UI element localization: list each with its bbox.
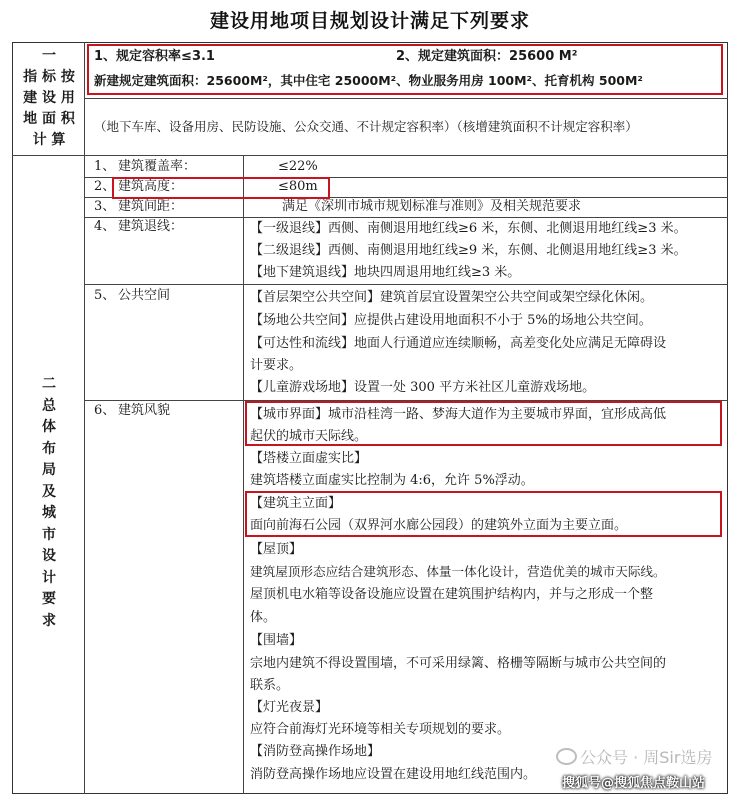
item-name: 建筑覆盖率： (118, 159, 197, 174)
appearance-line: 【塔楼立面虚实比】 (250, 451, 368, 466)
section2-label (14, 374, 84, 632)
appearance-line: 【围墙】 (250, 633, 303, 648)
appearance-line: 应符合前海灯光环境等相关专项规划的要求。 (250, 722, 511, 737)
section2-label-line: 总 (42, 397, 56, 414)
public-space-line: 【首层架空公共空间】建筑首层宜设置架空公共空间或架空绿化休闲。 (250, 290, 654, 305)
appearance-line: 【屋顶】 (250, 542, 303, 557)
wechat-watermark-text: 公众号 · 周Sir选房 (580, 748, 713, 767)
section-divider (12, 155, 728, 156)
item-number: 2、 (94, 179, 116, 194)
appearance-line: 【消防登高操作场地】 (250, 744, 381, 759)
appearance-line: 【建筑主立面】 (250, 496, 342, 511)
gfa-requirement: 2、规定建筑面积：25600 M² (396, 49, 578, 64)
item-number: 6、 (94, 403, 116, 418)
section2-label-line: 要 (42, 591, 56, 607)
height-highlight-box (112, 177, 330, 199)
appearance-line: 建筑屋顶形态应结合建筑形态、体量一体化设计，营造优美的城市天际线。 (250, 564, 666, 579)
item-number: 1、 (94, 159, 116, 174)
section2-label-line: 二 (42, 376, 56, 392)
city-interface-highlight-box (245, 401, 722, 446)
item-name: 建筑退线： (118, 219, 184, 234)
item-name-divider (243, 155, 244, 794)
appearance-line: 消防登高操作场地应设置在建设用地红线范围内。 (250, 767, 537, 782)
section2-label-line: 市 (42, 526, 56, 543)
appearance-line: 建筑塔楼立面虚实比控制为 4:6，允许 5%浮动。 (250, 473, 534, 488)
item-name: 公共空间 (118, 288, 171, 303)
setback-line: 【地下建筑退线】地块四周退用地红线≥3 米。 (250, 265, 521, 280)
section2-label-line: 求 (42, 612, 56, 629)
wechat-icon (556, 748, 577, 765)
section1-label-line: 一 (42, 48, 56, 64)
gfa-exclusion-note: （地下车库、设备用房、民防设施、公众交通、不计规定容积率）（核增建筑面积不计规定容积率） (94, 119, 638, 134)
public-space-line: 【儿童游戏场地】设置一处 300 平方米社区儿童游戏场地。 (250, 380, 596, 395)
public-space-line: 计要求。 (250, 358, 303, 373)
main-facade-highlight-box (245, 491, 722, 537)
public-space-line: 【场地公共空间】应提供占建设用地面积不小于 5%的场地公共空间。 (250, 313, 652, 328)
item-number: 3、 (94, 199, 116, 214)
section1-label-line: 地 面 积 (23, 111, 75, 127)
public-space-line: 【可达性和流线】地面人行通道应连续顺畅，高差变化处应满足无障碍设 (250, 336, 667, 351)
appearance-line: 起伏的城市天际线。 (250, 429, 368, 444)
section2-label-line: 计 (42, 569, 56, 586)
item-name: 建筑高度： (118, 179, 184, 194)
section2-label-line: 布 (42, 440, 56, 457)
setback-line: 【二级退线】西侧、南侧退用地红线≥9 米，东侧、北侧退用地红线≥3 米。 (250, 243, 687, 258)
appearance-line: 联系。 (250, 678, 290, 693)
section2-label-line: 体 (42, 419, 56, 435)
appearance-line: 【灯光夜景】 (250, 700, 329, 715)
section1-row-divider (84, 98, 728, 99)
item-name: 建筑间距： (118, 199, 184, 214)
item-number: 4、 (94, 219, 116, 234)
wechat-watermark (556, 745, 712, 768)
section1-label-line: 指 标 按 (23, 69, 75, 85)
document-title: 建设用地项目规划设计满足下列要求 (209, 10, 530, 32)
section2-label-line: 设 (42, 548, 56, 564)
appearance-line: 体。 (250, 610, 277, 625)
section2-label-line: 局 (42, 462, 56, 478)
appearance-line: 屋顶机电水箱等设备设施应设置在建筑围护结构内，并与之形成一个整 (250, 587, 654, 602)
row-divider (84, 284, 728, 285)
section1-label-line: 建 设 用 (23, 90, 75, 106)
section1-label (14, 46, 84, 151)
section2-label-line: 城 (42, 505, 56, 521)
height-value: ≤80m (278, 179, 318, 194)
appearance-line: 面向前海石公园（双界河水廊公园段）的建筑外立面为主要立面。 (250, 518, 628, 533)
appearance-line: 【城市界面】城市沿桂湾一路、梦海大道作为主要城市界面，宜形成高低 (250, 407, 667, 422)
appearance-line: 宗地内建筑不得设置围墙，不可采用绿篱、格栅等隔断与城市公共空间的 (250, 656, 667, 671)
gfa-highlight-box (87, 44, 723, 95)
section1-label-line: 计 算 (32, 132, 66, 148)
item-number: 5、 (94, 288, 116, 303)
sohu-watermark: 搜狐号@搜狐焦点鞍山站 (562, 776, 706, 791)
item-name: 建筑风貌 (118, 403, 171, 418)
setback-line: 【一级退线】西侧、南侧退用地红线≥6 米，东侧、北侧退用地红线≥3 米。 (250, 221, 687, 236)
far-requirement: 1、规定容积率≤3.1 (94, 49, 215, 64)
coverage-value: ≤22% (278, 159, 318, 174)
section2-label-line: 及 (42, 483, 56, 500)
new-gfa-breakdown: 新建规定建筑面积：25600M²，其中住宅 25000M²、物业服务用房 100M²、托育机构 500M² (94, 73, 643, 88)
spacing-value: 满足《深圳市城市规划标准与准则》及相关规范要求 (282, 199, 582, 214)
